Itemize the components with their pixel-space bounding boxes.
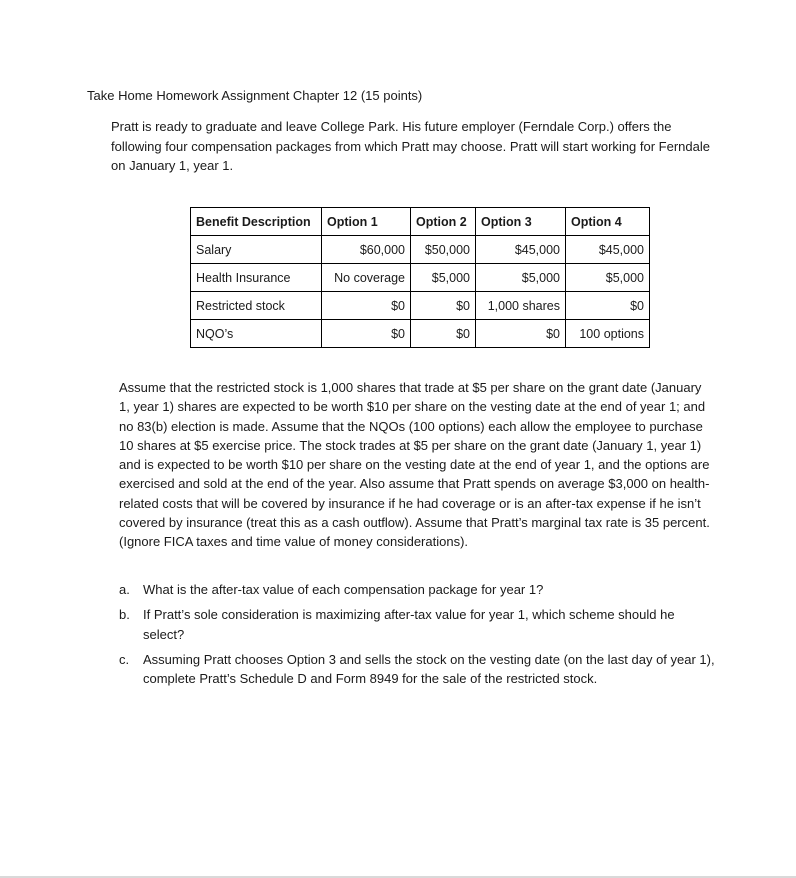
header-option-4: Option 4 [566, 208, 650, 236]
table-row [191, 236, 650, 264]
header-option-1: Option 1 [322, 208, 411, 236]
header-option-3: Option 3 [476, 208, 566, 236]
cell-value: $0 [411, 320, 476, 348]
cell-value: $45,000 [566, 236, 650, 264]
question-text: If Pratt’s sole consideration is maximizing after-tax value for year 1, which scheme should he select? [143, 607, 675, 642]
table-row [191, 264, 650, 292]
row-label-nqos: NQO’s [191, 320, 322, 348]
cell-value: $5,000 [411, 264, 476, 292]
row-label-restricted-stock: Restricted stock [191, 292, 322, 320]
assumptions-paragraph: Assume that the restricted stock is 1,000 shares that trade at $5 per share on the grant date (January 1, year 1) shares are expected to be worth $10 per share on the vesting date at the end of year 1; and no 83(b) election is made. Assume that the NQOs (100 options) each allow the employee to purchase 10 shares at $5 exercise price. The stock trades at $5 per share on the grant date (January 1, year 1) and is expected to be worth $10 per share on the vesting date at the end of year 1, and the options are exercised and sold at the end of the year. Also assume that Pratt spends on average $3,000 on health-related costs that will be covered by insurance if he had coverage or is an after-tax expense if he isn’t covered by insurance (treat this as a cash outflow). Assume that Pratt’s marginal tax rate is 35 percent. (Ignore FICA taxes and time value of money considerations). [119, 380, 710, 550]
question-text: What is the after-tax value of each compensation package for year 1? [143, 582, 544, 597]
row-label-salary: Salary [191, 236, 322, 264]
cell-value: $5,000 [476, 264, 566, 292]
cell-value: $0 [476, 320, 566, 348]
header-option-2: Option 2 [411, 208, 476, 236]
table-row [191, 292, 650, 320]
cell-value: $0 [566, 292, 650, 320]
question-text: Assuming Pratt chooses Option 3 and sells the stock on the vesting date (on the last day of year 1), complete Pratt’s Schedule D and Form 8949 for the sale of the restricted stock. [143, 651, 715, 687]
cell-value: 1,000 shares [476, 292, 566, 320]
question-item [119, 650, 719, 689]
cell-value: $50,000 [411, 236, 476, 264]
question-item [119, 605, 719, 644]
table-header-row [191, 208, 650, 236]
cell-value: No coverage [322, 264, 411, 292]
table-row [191, 320, 650, 348]
question-list [119, 580, 719, 694]
cell-value: $60,000 [322, 236, 411, 264]
page-title: Take Home Homework Assignment Chapter 12 (15 points) [87, 88, 423, 103]
question-marker: b. [119, 607, 130, 623]
cell-value: $45,000 [476, 236, 566, 264]
question-item [119, 580, 719, 599]
cell-value: 100 options [566, 320, 650, 348]
row-label-health-insurance: Health Insurance [191, 264, 322, 292]
cell-value: $5,000 [566, 264, 650, 292]
header-benefit-description: Benefit Description [191, 208, 322, 236]
cell-value: $0 [322, 292, 411, 320]
cell-value: $0 [322, 320, 411, 348]
intro-paragraph: Pratt is ready to graduate and leave College Park. His future employer (Ferndale Corp.) offers the following four compensation packages from which Pratt may choose. Pratt will start working for Ferndale on January 1, year 1. [111, 119, 710, 173]
cell-value: $0 [411, 292, 476, 320]
question-marker: c. [119, 651, 130, 667]
compensation-table [190, 207, 650, 348]
question-marker: a. [119, 582, 130, 597]
